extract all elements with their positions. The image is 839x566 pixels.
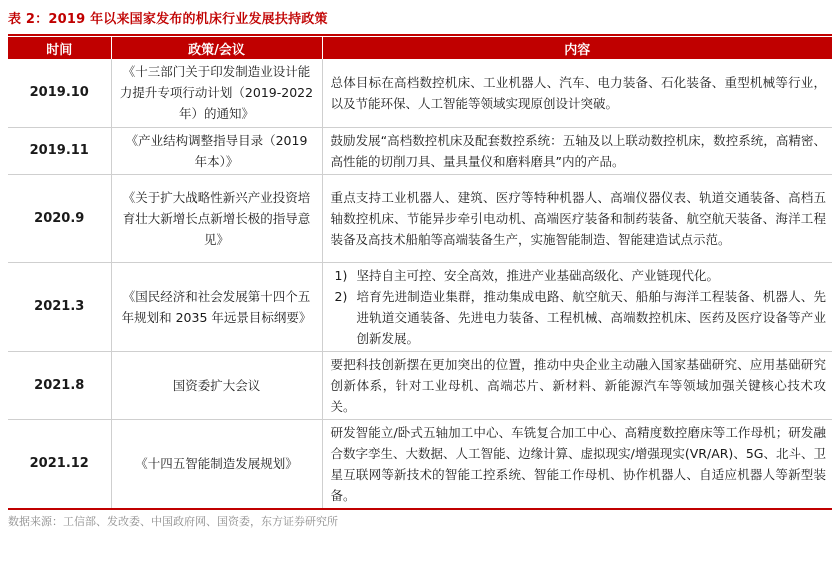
row-time: 2021.8: [8, 351, 111, 419]
table-row: [8, 59, 832, 127]
row-policy: 《国民经济和社会发展第十四个五年规划和 2035 年远景目标纲要》: [111, 262, 322, 351]
table-row: [8, 262, 832, 351]
table-title: 表 2：2019 年以来国家发布的机床行业发展扶持政策: [8, 12, 328, 27]
row-content: 要把科技创新摆在更加突出的位置，推动中央企业主动融入国家基础研究、应用基础研究创新体系，针对工业母机、高端芯片、新材料、新能源汽车等领域加强关键核心技术攻关。: [322, 351, 832, 419]
row-policy: 《十三部门关于印发制造业设计能力提升专项行动计划（2019-2022 年）的通知》: [111, 59, 322, 127]
row-content: [322, 262, 832, 351]
row-time: 2021.3: [8, 262, 111, 351]
row-time: 2019.11: [8, 127, 111, 174]
title-divider: [8, 34, 832, 36]
table-header-row: [8, 37, 832, 59]
column-header-time: 时间: [8, 37, 111, 59]
list-item-number: 1): [334, 267, 348, 283]
list-item-number: 2): [334, 288, 348, 304]
row-content: 总体目标在高档数控机床、工业机器人、汽车、电力装备、石化装备、重型机械等行业，以及节能环保、人工智能等领域实现原创设计突破。: [322, 59, 832, 127]
column-header-policy: 政策/会议: [111, 37, 322, 59]
table-row: [8, 419, 832, 509]
list-item: [331, 265, 827, 286]
row-policy: 《十四五智能制造发展规划》: [111, 419, 322, 509]
column-header-content: 内容: [322, 37, 832, 59]
table-row: [8, 174, 832, 262]
list-item-text: 坚持自主可控、安全高效，推进产业基础高级化、产业链现代化。: [356, 267, 720, 283]
row-content: 鼓励发展“高档数控机床及配套数控系统：五轴及以上联动数控机床，数控系统，高精密、高性能的切削刀具、量具量仪和磨料磨具”内的产品。: [322, 127, 832, 174]
row-time: 2020.9: [8, 174, 111, 262]
data-source-note: 数据来源：工信部、发改委、中国政府网、国资委，东方证券研究所: [8, 515, 338, 528]
row-policy: 《关于扩大战略性新兴产业投资培育壮大新增长点新增长极的指导意见》: [111, 174, 322, 262]
row-time: 2021.12: [8, 419, 111, 509]
table-row: [8, 127, 832, 174]
list-item-text: 培育先进制造业集群，推动集成电路、航空航天、船舶与海洋工程装备、机器人、先进轨道交通装备、先进电力装备、工程机械、高端数控机床、医药及医疗设备等产业创新发展。: [356, 288, 826, 346]
row-time: 2019.10: [8, 59, 111, 127]
row-policy: 国资委扩大会议: [111, 351, 322, 419]
row-content: 研发智能立/卧式五轴加工中心、车铣复合加工中心、高精度数控磨床等工作母机；研发融合数字孪生、大数据、人工智能、边缘计算、虚拟现实/增强现实(VR/AR)、5G、北斗、卫星互联网等新技术的智能工控系统、智能工作母机、协作机器人、自适应机器人等新型装备。: [322, 419, 832, 509]
row-policy: 《产业结构调整指导目录（2019 年本）》: [111, 127, 322, 174]
table-row: [8, 351, 832, 419]
list-item: [331, 286, 827, 349]
row-content: 重点支持工业机器人、建筑、医疗等特种机器人、高端仪器仪表、轨道交通装备、高档五轴数控机床、节能异步牵引电动机、高端医疗装备和制药装备、航空航天装备、海洋工程装备及高技术船舶等高端装备生产，实施智能制造、智能建造试点示范。: [322, 174, 832, 262]
policy-table: [8, 37, 832, 510]
